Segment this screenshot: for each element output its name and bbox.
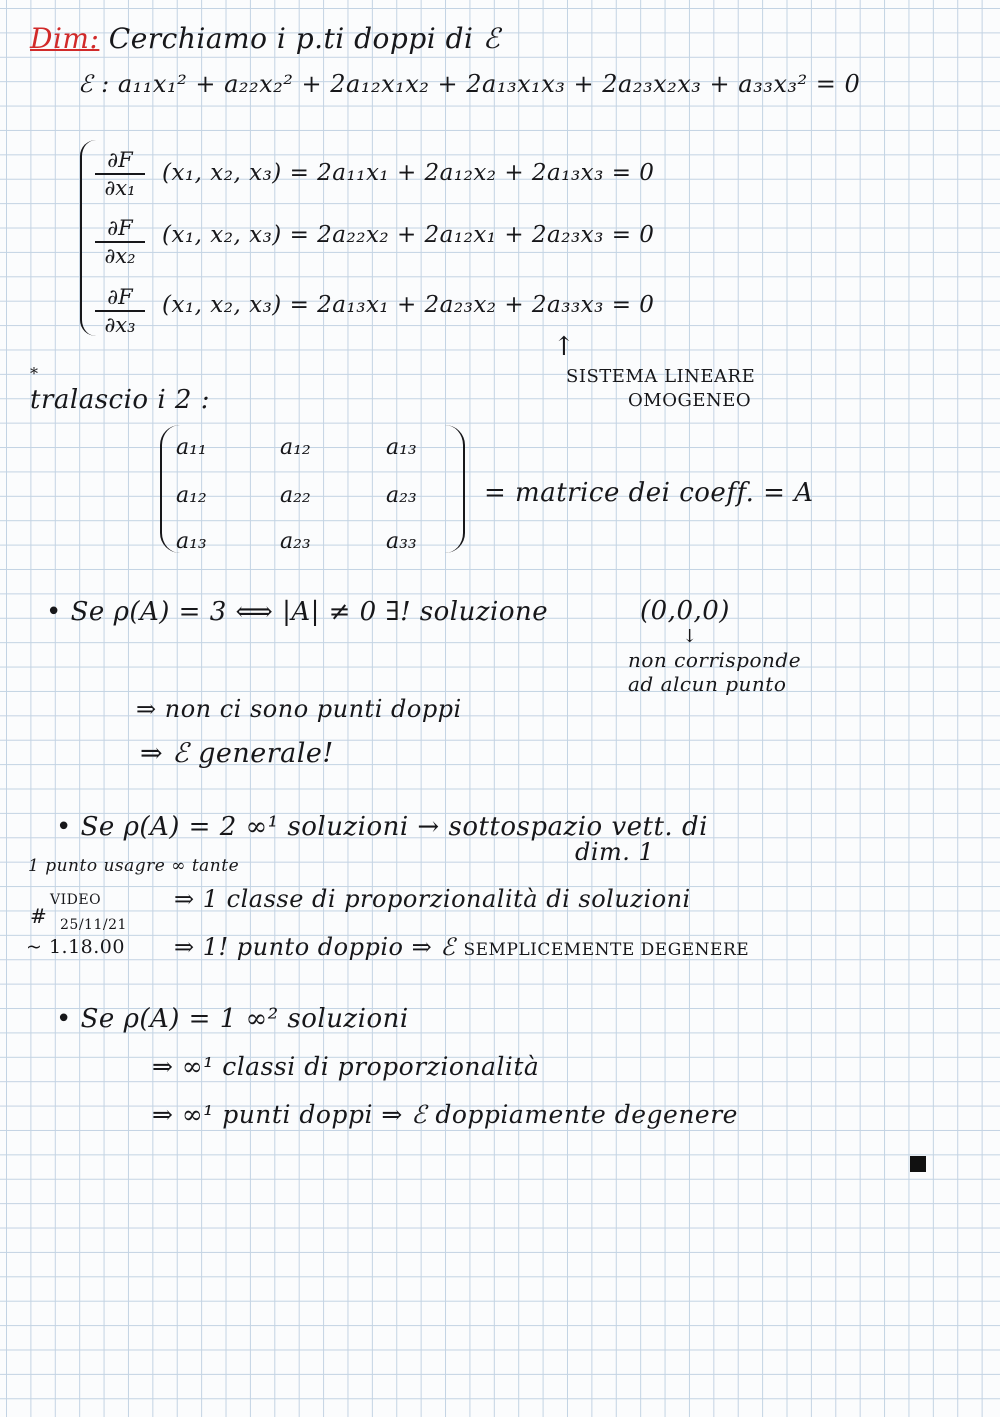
case1-note-line1: non corrisponde [628,648,802,672]
partial-derivative-x3 [95,285,145,337]
matrix-cell: a₁₁ [176,435,207,460]
case2-implication2 [174,933,749,961]
video-time: ~ 1.18.00 [26,936,125,958]
partial-denominator: ∂x₁ [104,176,136,200]
partial-derivative-x1 [95,148,145,200]
case2-implication2-prefix: ⇒ 1! punto doppio ⇒ ℰ [174,933,464,961]
case1-implication2: ⇒ ℰ generale! [140,738,334,769]
case3-condition: • Se ρ(A) = 1 ∞² soluzioni [56,1004,409,1034]
system-note-line1: SISTEMA LINEARE [566,366,756,387]
system-equation-3: (x₁, x₂, x₃) = 2a₁₃x₁ + 2a₂₃x₂ + 2a₃₃x₃ = 0 [162,292,655,318]
case1-solution: (0,0,0) [640,596,730,626]
dim-label: Dim: [30,22,100,55]
star-mark: * [30,364,39,383]
case2-implication2-caps: SEMPLICEMENTE DEGENERE [463,940,750,960]
tralascio-text: tralascio i 2 : [30,385,210,415]
conic-equation: ℰ : a₁₁x₁² + a₂₂x₂² + 2a₁₂x₁x₂ + 2a₁₃x₁x₃ + 2a₂₃x₂x₃ + a₃₃x₃² = 0 [78,70,861,98]
case2-implication1: ⇒ 1 classe di proporzionalità di soluzioni [174,885,691,913]
case3-implication2: ⇒ ∞¹ punti doppi ⇒ ℰ doppiamente degenere [152,1100,738,1129]
case1-implication1: ⇒ non ci sono punti doppi [136,695,462,723]
partial-derivative-x2 [95,216,145,268]
partial-numerator: ∂F [95,285,145,312]
down-arrow-icon: ↓ [682,626,698,647]
matrix-cell: a₁₂ [280,435,311,460]
matrix-label: = matrice dei coeff. = A [484,478,814,508]
partial-numerator: ∂F [95,216,145,243]
matrix-cell: a₂₂ [280,483,311,508]
system-equation-2: (x₁, x₂, x₃) = 2a₂₂x₂ + 2a₁₂x₁ + 2a₂₃x₃ = 0 [162,222,655,248]
video-label: VIDEO [50,892,102,908]
system-brace [80,140,96,336]
case2-side-note: 1 punto usagre ∞ tante [28,856,240,876]
partial-numerator: ∂F [95,148,145,175]
system-note-line2: OMOGENEO [628,390,752,411]
case2-condition: • Se ρ(A) = 2 ∞¹ soluzioni → sottospazio vett. di [56,812,708,842]
matrix-cell: a₂₃ [386,483,417,508]
case2-subspace-dim: dim. 1 [575,838,655,866]
case1-note-line2: ad alcun punto [628,672,787,696]
title-text: Cerchiamo i p.ti doppi di ℰ [99,22,501,55]
coefficient-matrix [160,425,465,555]
system-equation-1: (x₁, x₂, x₃) = 2a₁₁x₁ + 2a₁₂x₂ + 2a₁₃x₃ = 0 [162,160,655,186]
matrix-cell: a₁₂ [176,483,207,508]
case3-implication1: ⇒ ∞¹ classi di proporzionalità [152,1052,540,1081]
up-arrow-icon: ↑ [553,332,575,362]
matrix-cell: a₁₃ [386,435,417,460]
partial-denominator: ∂x₂ [104,244,136,268]
partial-denominator: ∂x₃ [104,313,136,337]
matrix-right-paren [445,425,465,553]
matrix-cell: a₂₃ [280,529,311,554]
case1-condition: • Se ρ(A) = 3 ⟺ |A| ≠ 0 ∃! soluzione [46,597,549,627]
proof-title [30,22,500,55]
matrix-cell: a₁₃ [176,529,207,554]
qed-square-icon [910,1156,926,1172]
matrix-cell: a₃₃ [386,529,417,554]
video-date: 25/11/21 [60,917,127,933]
hash-mark: # [30,904,48,928]
